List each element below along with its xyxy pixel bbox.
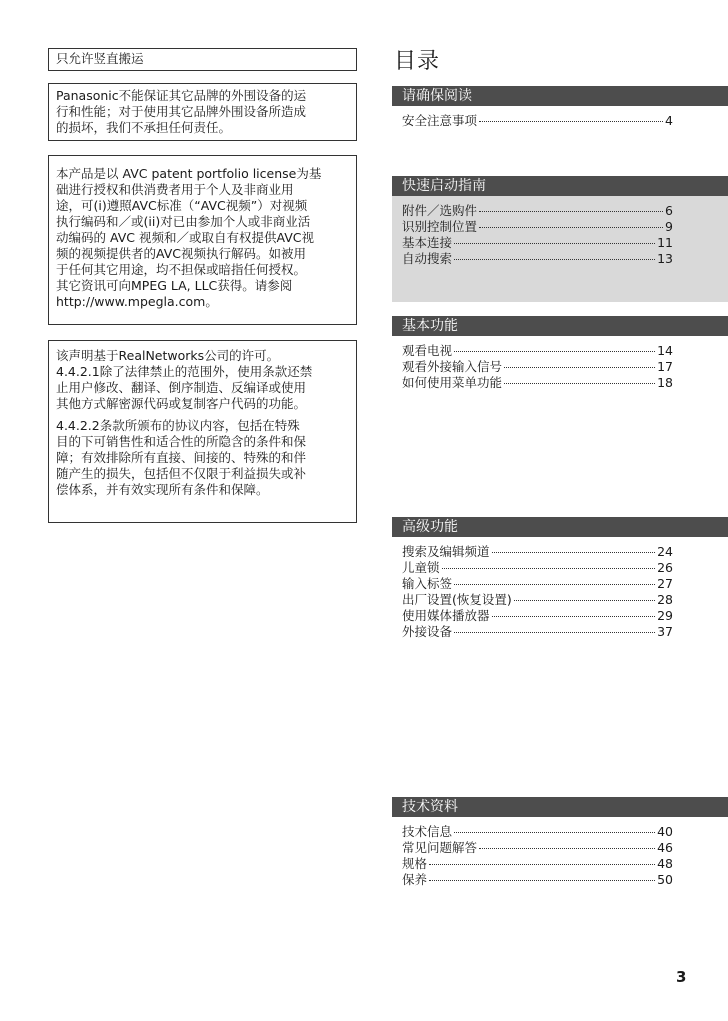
toc-entry-label: 规格 — [402, 856, 428, 871]
toc-entry[interactable] — [402, 592, 673, 608]
toc-entry[interactable] — [402, 824, 673, 840]
toc-section-body — [392, 196, 728, 302]
toc-entry-label: 儿童锁 — [402, 560, 440, 575]
toc-entry[interactable] — [402, 840, 673, 856]
handling-notice-text: 只允许竖直搬运 — [56, 51, 144, 66]
toc-section-please-read — [392, 86, 728, 129]
dot-leader — [514, 600, 655, 601]
toc-entry-label: 出厂设置(恢复设置) — [402, 592, 512, 607]
toc-entry-label: 基本连接 — [402, 235, 453, 250]
dot-leader — [454, 584, 655, 585]
dot-leader — [454, 351, 655, 352]
realnetworks-line: 该声明基于RealNetworks公司的许可。 — [56, 348, 280, 363]
toc-entry-page: 48 — [657, 856, 673, 871]
realnetworks-line: 偿体系，并有效实现所有条件和保障。 — [56, 482, 269, 497]
toc-entry-page: 29 — [657, 608, 673, 623]
dot-leader — [454, 832, 655, 833]
toc-entry[interactable] — [402, 375, 673, 391]
realnetworks-line: 止用户修改、翻译、倒序制造、反编译或使用 — [56, 380, 307, 395]
toc-section-heading: 快速启动指南 — [392, 176, 728, 196]
toc-entry-page: 6 — [665, 203, 673, 218]
dot-leader — [454, 243, 655, 244]
toc-entry-label: 使用媒体播放器 — [402, 608, 490, 623]
dot-leader — [479, 848, 655, 849]
toc-entry[interactable] — [402, 113, 673, 129]
avc-license-line: 途，可(i)遵照AVC标准（“AVC视频”）对视频 — [56, 198, 308, 213]
avc-license-line: 动编码的 AVC 视频和／或取自有权提供AVC视 — [56, 230, 315, 245]
avc-license-line: 础进行授权和供消费者用于个人及非商业用 — [56, 182, 294, 197]
realnetworks-line: 4.4.2.2条款所颁布的协议内容，包括在特殊 — [56, 418, 300, 433]
toc-entry-label: 安全注意事项 — [402, 113, 478, 128]
toc-entry-label: 技术信息 — [402, 824, 453, 839]
toc-entry-page: 46 — [657, 840, 673, 855]
toc-section-heading: 基本功能 — [392, 316, 728, 336]
toc-entry-label: 观看外接输入信号 — [402, 359, 503, 374]
toc-entry[interactable] — [402, 608, 673, 624]
toc-section-heading: 技术资料 — [392, 797, 728, 817]
realnetworks-line: 其他方式解密源代码或复制客户代码的功能。 — [56, 396, 307, 411]
avc-license-line: 于任何其它用途，均不担保或暗指任何授权。 — [56, 262, 307, 277]
toc-entry-page: 26 — [657, 560, 673, 575]
toc-entry-label: 如何使用菜单功能 — [402, 375, 503, 390]
toc-section-heading: 请确保阅读 — [392, 86, 728, 106]
realnetworks-line: 目的下可销售性和适合性的所隐含的条件和保 — [56, 434, 307, 449]
dot-leader — [429, 880, 655, 881]
dot-leader — [504, 367, 655, 368]
toc-section-body — [392, 817, 728, 888]
toc-entry[interactable] — [402, 219, 673, 235]
dot-leader — [479, 211, 663, 212]
dot-leader — [479, 227, 663, 228]
dot-leader — [442, 568, 656, 569]
realnetworks-line: 障；有效排除所有直接、间接的、特殊的和伴 — [56, 450, 307, 465]
dot-leader — [479, 121, 663, 122]
toc-entry[interactable] — [402, 203, 673, 219]
toc-entry-label: 搜索及编辑频道 — [402, 544, 490, 559]
toc-entry-page: 9 — [665, 219, 673, 234]
dot-leader — [492, 616, 656, 617]
dot-leader — [454, 259, 655, 260]
toc-entry-page: 14 — [657, 343, 673, 358]
toc-title: 目录 — [394, 49, 441, 74]
toc-section-quick-start — [392, 176, 728, 302]
disclaimer-line: Panasonic不能保证其它品牌的外围设备的运 — [56, 88, 307, 103]
toc-entry-page: 24 — [657, 544, 673, 559]
toc-entry-label: 外接设备 — [402, 624, 453, 639]
toc-entry[interactable] — [402, 624, 673, 640]
toc-entry-label: 观看电视 — [402, 343, 453, 358]
third-party-disclaimer-box — [48, 83, 357, 141]
toc-entry-page: 4 — [665, 113, 673, 128]
handling-notice-box — [48, 48, 357, 71]
toc-entry-label: 常见问题解答 — [402, 840, 478, 855]
toc-entry-page: 37 — [657, 624, 673, 639]
toc-entry[interactable] — [402, 359, 673, 375]
toc-section-heading: 高级功能 — [392, 517, 728, 537]
dot-leader — [504, 383, 655, 384]
toc-section-advanced-features — [392, 517, 728, 640]
realnetworks-line: 4.4.2.1除了法律禁止的范围外，使用条款还禁 — [56, 364, 313, 379]
avc-license-line: 频的视频提供者的AVC视频执行解码。如被用 — [56, 246, 307, 261]
toc-entry-label: 识别控制位置 — [402, 219, 478, 234]
toc-section-body — [392, 106, 728, 129]
toc-section-technical-info — [392, 797, 728, 888]
toc-entry-page: 11 — [657, 235, 673, 250]
realnetworks-line: 随产生的损失，包括但不仅限于利益损失或补 — [56, 466, 307, 481]
toc-entry[interactable] — [402, 560, 673, 576]
toc-entry[interactable] — [402, 576, 673, 592]
dot-leader — [429, 864, 655, 865]
realnetworks-license-box — [48, 340, 357, 523]
toc-section-basic-features — [392, 316, 728, 391]
toc-entry-page: 28 — [657, 592, 673, 607]
dot-leader — [454, 632, 655, 633]
toc-entry[interactable] — [402, 544, 673, 560]
avc-license-line: 其它资讯可向MPEG LA, LLC获得。请参阅 — [56, 278, 293, 293]
toc-entry-label: 自动搜索 — [402, 251, 453, 266]
toc-entry[interactable] — [402, 872, 673, 888]
toc-entry[interactable] — [402, 251, 673, 267]
toc-section-body — [392, 537, 728, 640]
toc-entry-label: 输入标签 — [402, 576, 453, 591]
toc-entry-page: 17 — [657, 359, 673, 374]
dot-leader — [492, 552, 656, 553]
toc-entry[interactable] — [402, 856, 673, 872]
toc-entry-page: 18 — [657, 375, 673, 390]
toc-entry-label: 附件／选购件 — [402, 203, 478, 218]
avc-license-line: 本产品是以 AVC patent portfolio license为基 — [56, 166, 322, 181]
toc-entry-page: 27 — [657, 576, 673, 591]
page-number: 3 — [676, 968, 687, 986]
toc-section-body — [392, 336, 728, 391]
avc-license-line: http://www.mpegla.com。 — [56, 294, 218, 309]
toc-entry[interactable] — [402, 235, 673, 251]
avc-license-line: 执行编码和／或(ii)对已由参加个人或非商业活 — [56, 214, 311, 229]
toc-entry-page: 50 — [657, 872, 673, 887]
toc-entry-label: 保养 — [402, 872, 428, 887]
toc-entry[interactable] — [402, 343, 673, 359]
toc-entry-page: 40 — [657, 824, 673, 839]
toc-entry-page: 13 — [657, 251, 673, 266]
disclaimer-line: 行和性能；对于使用其它品牌外围设备所造成 — [56, 104, 307, 119]
disclaimer-line: 的损坏，我们不承担任何责任。 — [56, 120, 232, 135]
avc-license-box — [48, 155, 357, 325]
